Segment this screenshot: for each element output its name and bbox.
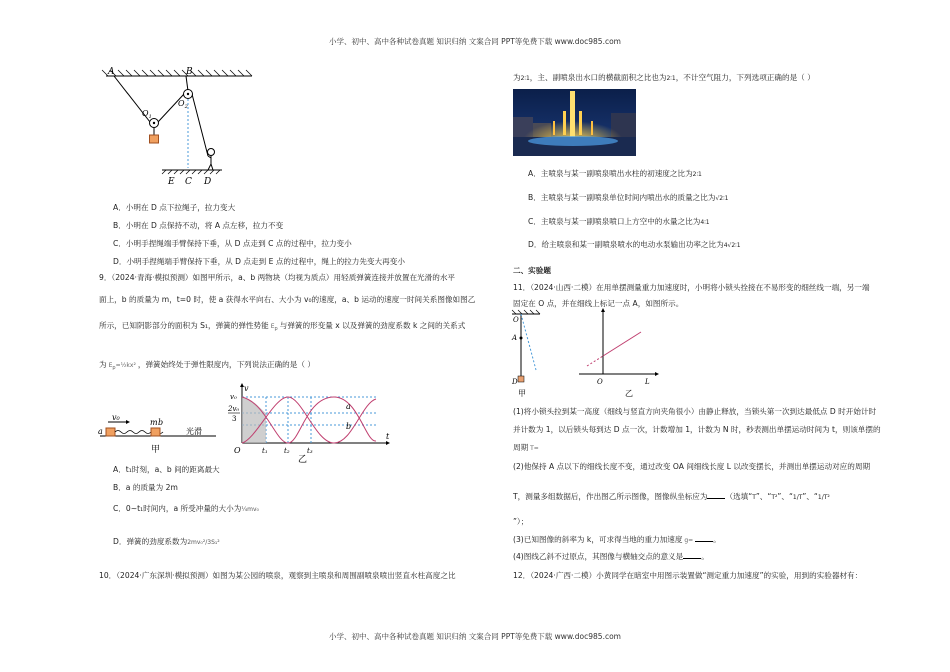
label-B: B — [186, 67, 193, 77]
label-O1: $O_1$ — [142, 109, 152, 120]
fig-jia — [96, 412, 226, 456]
q9-line-1: 9．（2024·青海·模拟预测）如图甲所示，a、b 两物块（均视为质点）用轻质弹簧连接并放置在光滑的水平 — [99, 273, 456, 282]
q8-option-b: B．小明在 D 点保持不动，将 A 点左移，拉力不变 — [113, 221, 284, 230]
pend-O: O — [513, 316, 519, 324]
q11-part1-a: (1)将小锁头拉到某一高度（细线与竖直方向夹角很小）由静止释放，当锁头第一次到达最低点 D 时开始计时 — [513, 407, 877, 416]
page-header: 小学、初中、高中各种试卷真题 知识归纳 文案合同 PPT等免费下载 www.doc985.com — [329, 37, 621, 46]
q9-option-b: B．a 的质量为 2m — [113, 483, 178, 492]
yi-t2: t₂ — [284, 447, 290, 455]
fountain-photo — [513, 89, 636, 156]
fig-linear-graph — [575, 308, 665, 398]
q9-option-d: D．弹簧的劲度系数为2mv₀²/3S₁² — [113, 537, 220, 546]
graph-caption: 乙 — [625, 389, 633, 398]
page-footer: 小学、初中、高中各种试卷真题 知识归纳 文案合同 PPT等免费下载 www.doc985.com — [329, 632, 621, 641]
q10-option-d: D．给主喷泉和某一副喷泉喷水的电动水泵输出功率之比为4√2∶1 — [528, 240, 741, 249]
yi-caption: 乙 — [298, 455, 308, 463]
yi-2v0: 2v₀ — [228, 405, 240, 413]
q11-part2-b: T，测量多组数据后，作出图乙所示图像，图像纵坐标应为 （选填“T”、“T²”、“1/T”、“1/T² — [513, 492, 830, 501]
q9-option-a: A．t₁时刻，a、b 间的距离最大 — [113, 465, 220, 474]
label-A: A — [108, 67, 115, 77]
q11-line-2: 固定在 O 点，并在细线上标记一点 A，如图所示。 — [513, 299, 684, 308]
q11-line-1: 11．（2024·山西·二模）在用单摆测量重力加速度时，小明将小锁头拴接在不易形变的细丝线一端，另一端 — [513, 283, 870, 292]
section-heading: 二、实验题 — [513, 266, 551, 275]
q11-part2-c: ”）； — [513, 517, 529, 526]
q8-option-d: D．小明手捏绳端手臂保持下垂，从 D 点走到 E 点的过程中，绳上的拉力先变大再变小 — [113, 257, 405, 266]
q9-option-c: C．0~t₁时间内，a 所受冲量的大小为¼mv₀ — [113, 504, 259, 513]
label-E: E — [168, 177, 175, 187]
pend-caption: 甲 — [518, 389, 526, 398]
pulley-figure — [100, 66, 270, 188]
graph-L: L — [645, 378, 650, 386]
jia-b: b — [158, 418, 164, 427]
q10-line: 10．（2024·广东深圳·模拟预测）如图为某公园的喷泉，观察到主喷泉和周围副喷泉喷出竖直水柱高度之比 — [99, 571, 456, 580]
jia-caption: 甲 — [151, 445, 161, 455]
label-D: D — [204, 177, 212, 187]
yi-v0: v₀ — [230, 393, 237, 401]
q10-option-a: A．主喷泉与某一副喷泉喷出水柱的初速度之比为2∶1 — [528, 169, 702, 178]
pend-A: A — [512, 334, 518, 342]
jia-a: a — [98, 427, 103, 436]
fig-yi — [226, 383, 396, 463]
yi-t: t — [386, 432, 390, 441]
yi-t3: t₃ — [307, 447, 313, 455]
q10-cont: 为2∶1，主、副喷泉出水口的横截面积之比也为2∶1，不计空气阻力，下列选项正确的是（ ） — [513, 73, 815, 82]
yi-a: a — [346, 402, 351, 411]
q11-part3: (3)已知图像的斜率为 k，可求得当地的重力加速度 g= 。 — [513, 535, 721, 544]
q11-part1-c: 周期 T= — [513, 443, 539, 452]
q8-option-a: A．小明在 D 点下拉绳子，拉力变大 — [113, 203, 236, 212]
yi-O: O — [234, 446, 241, 455]
yi-3: 3 — [232, 415, 237, 423]
q10-option-b: B．主喷泉与某一副喷泉单位时间内喷出水的质量之比为√2∶1 — [528, 193, 729, 202]
fig-pendulum — [510, 308, 550, 398]
jia-m: m — [150, 418, 158, 427]
graph-O: O — [597, 378, 603, 386]
q8-option-c: C．小明手捏绳端手臂保持下垂，从 D 点走到 C 点的过程中，拉力变小 — [113, 239, 352, 248]
q10-option-c: C．主喷泉与某一副喷泉喷口上方空中的水量之比为4∶1 — [528, 217, 710, 226]
q12-line: 12．（2024·广西·二模）小黄同学在暗室中用图示装置做“测定重力加速度”的实验，用到的实验器材有： — [513, 571, 863, 580]
yi-t1: t₁ — [262, 447, 268, 455]
yi-v: v — [244, 384, 249, 393]
pend-D: D — [512, 378, 518, 386]
q9-line-2: 面上，b 的质量为 m，t=0 时，使 a 获得水平向右、大小为 v₀的速度，a、b 运动的速度一时间关系图像如图乙 — [99, 295, 476, 304]
yi-b: b — [346, 422, 352, 431]
q9-line-3: 所示，已知阴影部分的面积为 S₁，弹簧的弹性势能 $E_p$ 与弹簧的形变量 x 以及弹簧的劲度系数 k 之间的关系式 — [99, 321, 466, 333]
q9-line-4: 为 $E_p=\frac{1}{2}kx^2$ ，弹簧始终处于弹性限度内，下列说法正确的是（ ） — [99, 360, 315, 372]
jia-v0: v₀ — [112, 413, 120, 422]
q11-part2-a: (2)他保持 A 点以下的细线长度不变，通过改变 OA 间细线长度 L 以改变摆长，并测出单摆运动对应的周期 — [513, 462, 871, 471]
label-O2: $O_2$ — [178, 99, 188, 110]
q11-part1-b: 并计数为 1，以后锁头每到达 D 点一次，计数增加 1，计数为 N 时，秒表测出单摆运动时间为 t，则该单摆的 — [513, 425, 881, 434]
label-C: C — [185, 177, 192, 187]
jia-smooth: 光滑 — [186, 427, 202, 436]
q11-part4: (4)图线乙斜不过原点，其图像与横轴交点的意义是 。 — [513, 552, 709, 561]
